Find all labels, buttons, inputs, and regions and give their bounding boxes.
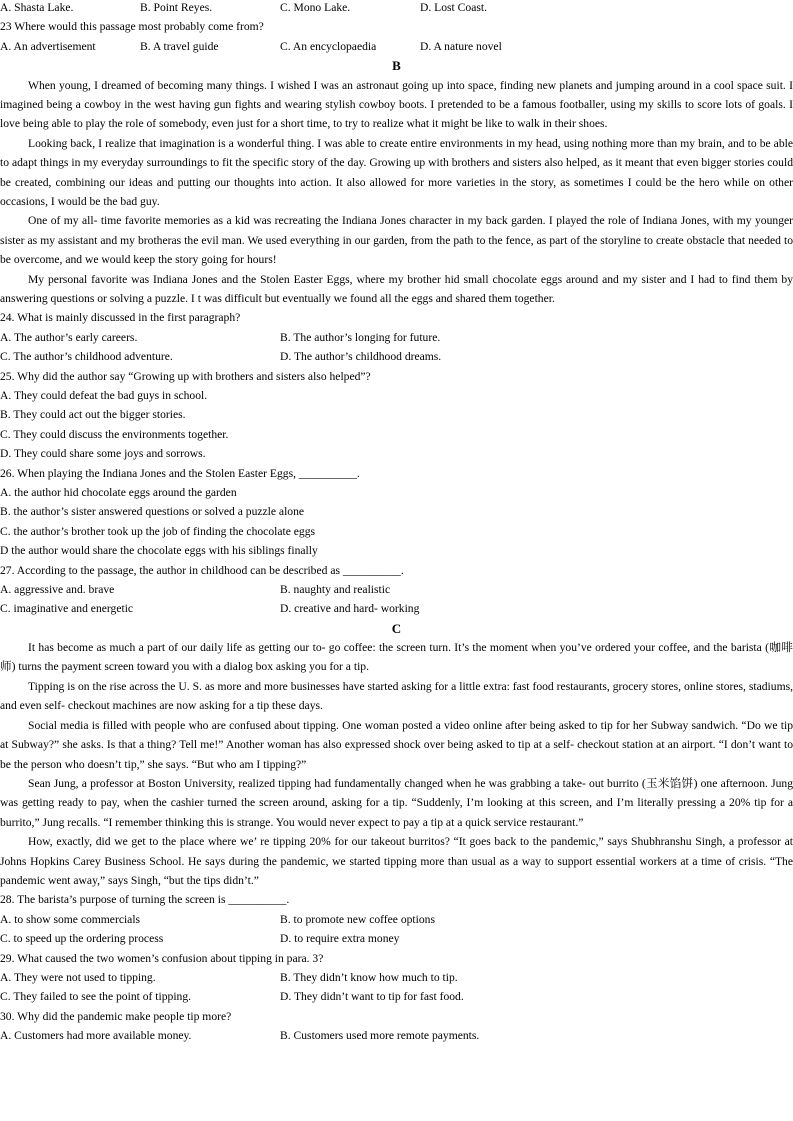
q30-stem: 30. Why did the pandemic make people tip more?: [0, 1009, 232, 1023]
q27-option-d: D. creative and hard- working: [280, 602, 420, 616]
q23-stem: 23 Where would this passage most probably come from?: [0, 20, 264, 34]
q24-option-b: B. The author’s longing for future.: [280, 330, 441, 344]
q25-option-c: C. They could discuss the environments together.: [0, 427, 229, 441]
q28-option-d: D. to require extra money: [280, 932, 400, 946]
q27-options-row-1: [0, 580, 793, 599]
q29-option-d: D. They didn’t want to tip for fast food.: [280, 990, 464, 1004]
q30-options-row-1: [0, 1026, 793, 1045]
section-c-paragraph-3: Social media is filled with people who are confused about tipping. One woman posted a video online after being asked to tip for her Subway sandwich. “Do we tip at Subway?” she asks. Is that a thing? Tell me!” Another woman has also expressed shock over being asked to tip at a self- checkout station at an airport. “I don’t want to be the person who doesn’t tip,” she says. “But who am I tipping?”: [0, 718, 793, 771]
q23-options: [0, 37, 793, 56]
section-b-paragraph-2: Looking back, I realize that imagination is a wonderful thing. I was able to create entire environments in my head, using nothing more than my brain, and to be able to adapt things in my everyday surroundings to fit the specific story of the day. Growing up with brothers and sisters also helped, as it meant that even bigger stories could be created, combining our ideas and putting our thoughts into action. It also allowed for more varieties in the story, as sometimes I could be the hero while on other occasions, I would be the bad guy.: [0, 136, 793, 208]
q28-option-b: B. to promote new coffee options: [280, 912, 435, 926]
q24-option-c: C. The author’s childhood adventure.: [0, 350, 173, 364]
section-b-paragraph-4: My personal favorite was Indiana Jones and the Stolen Easter Eggs, where my brother hid small chocolate eggs around and my sister and I had to find them by answering questions or solving a puzzle. I t was difficult but eventually we found all the eggs and shared them together.: [0, 272, 793, 306]
q22-option-c: C. Mono Lake.: [280, 1, 351, 14]
q23-option-a: A. An advertisement: [0, 39, 96, 53]
q25-option-a: A. They could defeat the bad guys in school.: [0, 389, 208, 402]
q27-option-a: A. aggressive and. brave: [0, 582, 115, 596]
q28-options-row-2: [0, 929, 793, 948]
q29-options-row-2: [0, 987, 793, 1006]
section-b-paragraph-1: When young, I dreamed of becoming many things. I wished I was an astronaut going up into space, finding new planets and jumping around in a cool space suit. I imagined being a cowboy in the west having gun fights and wearing stylish cowboy boots. I pretended to be a famous footballer, using my skills to score lots of goals. I love being able to play the role of somebody, even just for a short time, to try to realize what it might be like to walk in their shoes.: [0, 78, 793, 131]
q27-option-b: B. naughty and realistic: [280, 582, 391, 596]
q30-option-b: B. Customers used more remote payments.: [280, 1029, 480, 1043]
q24-stem: 24. What is mainly discussed in the first paragraph?: [0, 311, 241, 325]
q22-option-b: B. Point Reyes.: [140, 1, 213, 14]
q25-option-b: B. They could act out the bigger stories.: [0, 408, 186, 422]
q29-option-b: B. They didn’t know how much to tip.: [280, 970, 458, 984]
q27-option-c: C. imaginative and energetic: [0, 602, 134, 616]
q25-stem: 25. Why did the author say “Growing up with brothers and sisters also helped”?: [0, 369, 371, 383]
q23-option-c: C. An encyclopaedia: [280, 39, 377, 53]
q28-option-a: A. to show some commercials: [0, 912, 141, 926]
q29-option-c: C. They failed to see the point of tipping.: [0, 990, 192, 1004]
q28-options-row-1: [0, 910, 793, 929]
section-c-heading: C: [391, 620, 402, 636]
q28-stem: 28. The barista’s purpose of turning the screen is __________.: [0, 893, 290, 907]
q24-options-row-2: [0, 347, 793, 366]
section-c-paragraph-4: Sean Jung, a professor at Boston University, realized tipping had fundamentally changed when he was grabbing a take- out burrito (玉米馅饼) one afternoon. Jung was getting ready to pay, when the cashier turned the screen around, asking for a tip. “Suddenly, I’m looking at this screen, and I’m literally pressing a 20% tip for a burrito,” Jung recalls. “I remember thinking this is strange. You would never expect to pay a tip at a quick service restaurant.”: [0, 776, 793, 829]
q27-options-row-2: [0, 599, 793, 618]
section-c-paragraph-1: It has become as much a part of our daily life as getting our to- go coffee: the screen turn. It’s the moment when you’ve ordered your coffee, and the barista (咖啡师) turns the payment screen toward you with a dialog box asking you for a tip.: [0, 641, 793, 674]
section-c-paragraph-5: How, exactly, did we get to the place where we’ re tipping 20% for our takeout burritos? “It goes back to the pandemic,” says Shubhranshu Singh, a professor at Johns Hopkins Carey Business School. He says during the pandemic, we started tipping more than usual as a way to support essential workers at a time of crisis. “The pandemic went away,” says Singh, “but the tips didn’t.”: [0, 835, 793, 887]
section-b-paragraph-3: One of my all- time favorite memories as a kid was recreating the Indiana Jones character in my back garden. I played the role of Indiana Jones, with my younger sister as my assistant and my brotheras the evil man. We used everything in our garden, from the path to the fence, as part of the storyline to create obstacle that needed to be overcome, and we would keep the story going for hours!: [0, 214, 793, 267]
q23-option-d: D. A nature novel: [420, 39, 502, 53]
q22-options: [0, 0, 793, 17]
q30-option-a: A. Customers had more available money.: [0, 1029, 192, 1043]
q26-option-c: C. the author’s brother took up the job of finding the chocolate eggs: [0, 524, 316, 538]
q23-option-b: B. A travel guide: [140, 39, 219, 53]
q22-option-a: A. Shasta Lake.: [0, 1, 74, 14]
q26-stem: 26. When playing the Indiana Jones and the Stolen Easter Eggs, __________.: [0, 466, 360, 480]
q29-option-a: A. They were not used to tipping.: [0, 970, 156, 984]
section-b-heading: B: [392, 58, 401, 74]
q22-option-d: D. Lost Coast.: [420, 1, 487, 14]
q29-stem: 29. What caused the two women’s confusion about tipping in para. 3?: [0, 951, 324, 965]
q29-options-row-1: [0, 968, 793, 987]
q27-stem: 27. According to the passage, the author in childhood can be described as __________.: [0, 563, 404, 577]
q24-option-d: D. The author’s childhood dreams.: [280, 350, 442, 364]
q26-option-a: A. the author hid chocolate eggs around the garden: [0, 485, 237, 499]
q26-option-b: B. the author’s sister answered questions or solved a puzzle alone: [0, 505, 305, 519]
q25-option-d: D. They could share some joys and sorrows.: [0, 447, 206, 461]
q24-option-a: A. The author’s early careers.: [0, 330, 138, 344]
q28-option-c: C. to speed up the ordering process: [0, 932, 164, 946]
q24-options-row-1: [0, 328, 793, 347]
section-c-paragraph-2: Tipping is on the rise across the U. S. as more and more businesses have started asking for a little extra: fast food restaurants, grocery stores, online stores, stadiums, and even self- checkout machines are now asking for a tip these days.: [0, 679, 793, 713]
q26-option-d: D the author would share the chocolate eggs with his siblings finally: [0, 544, 318, 558]
